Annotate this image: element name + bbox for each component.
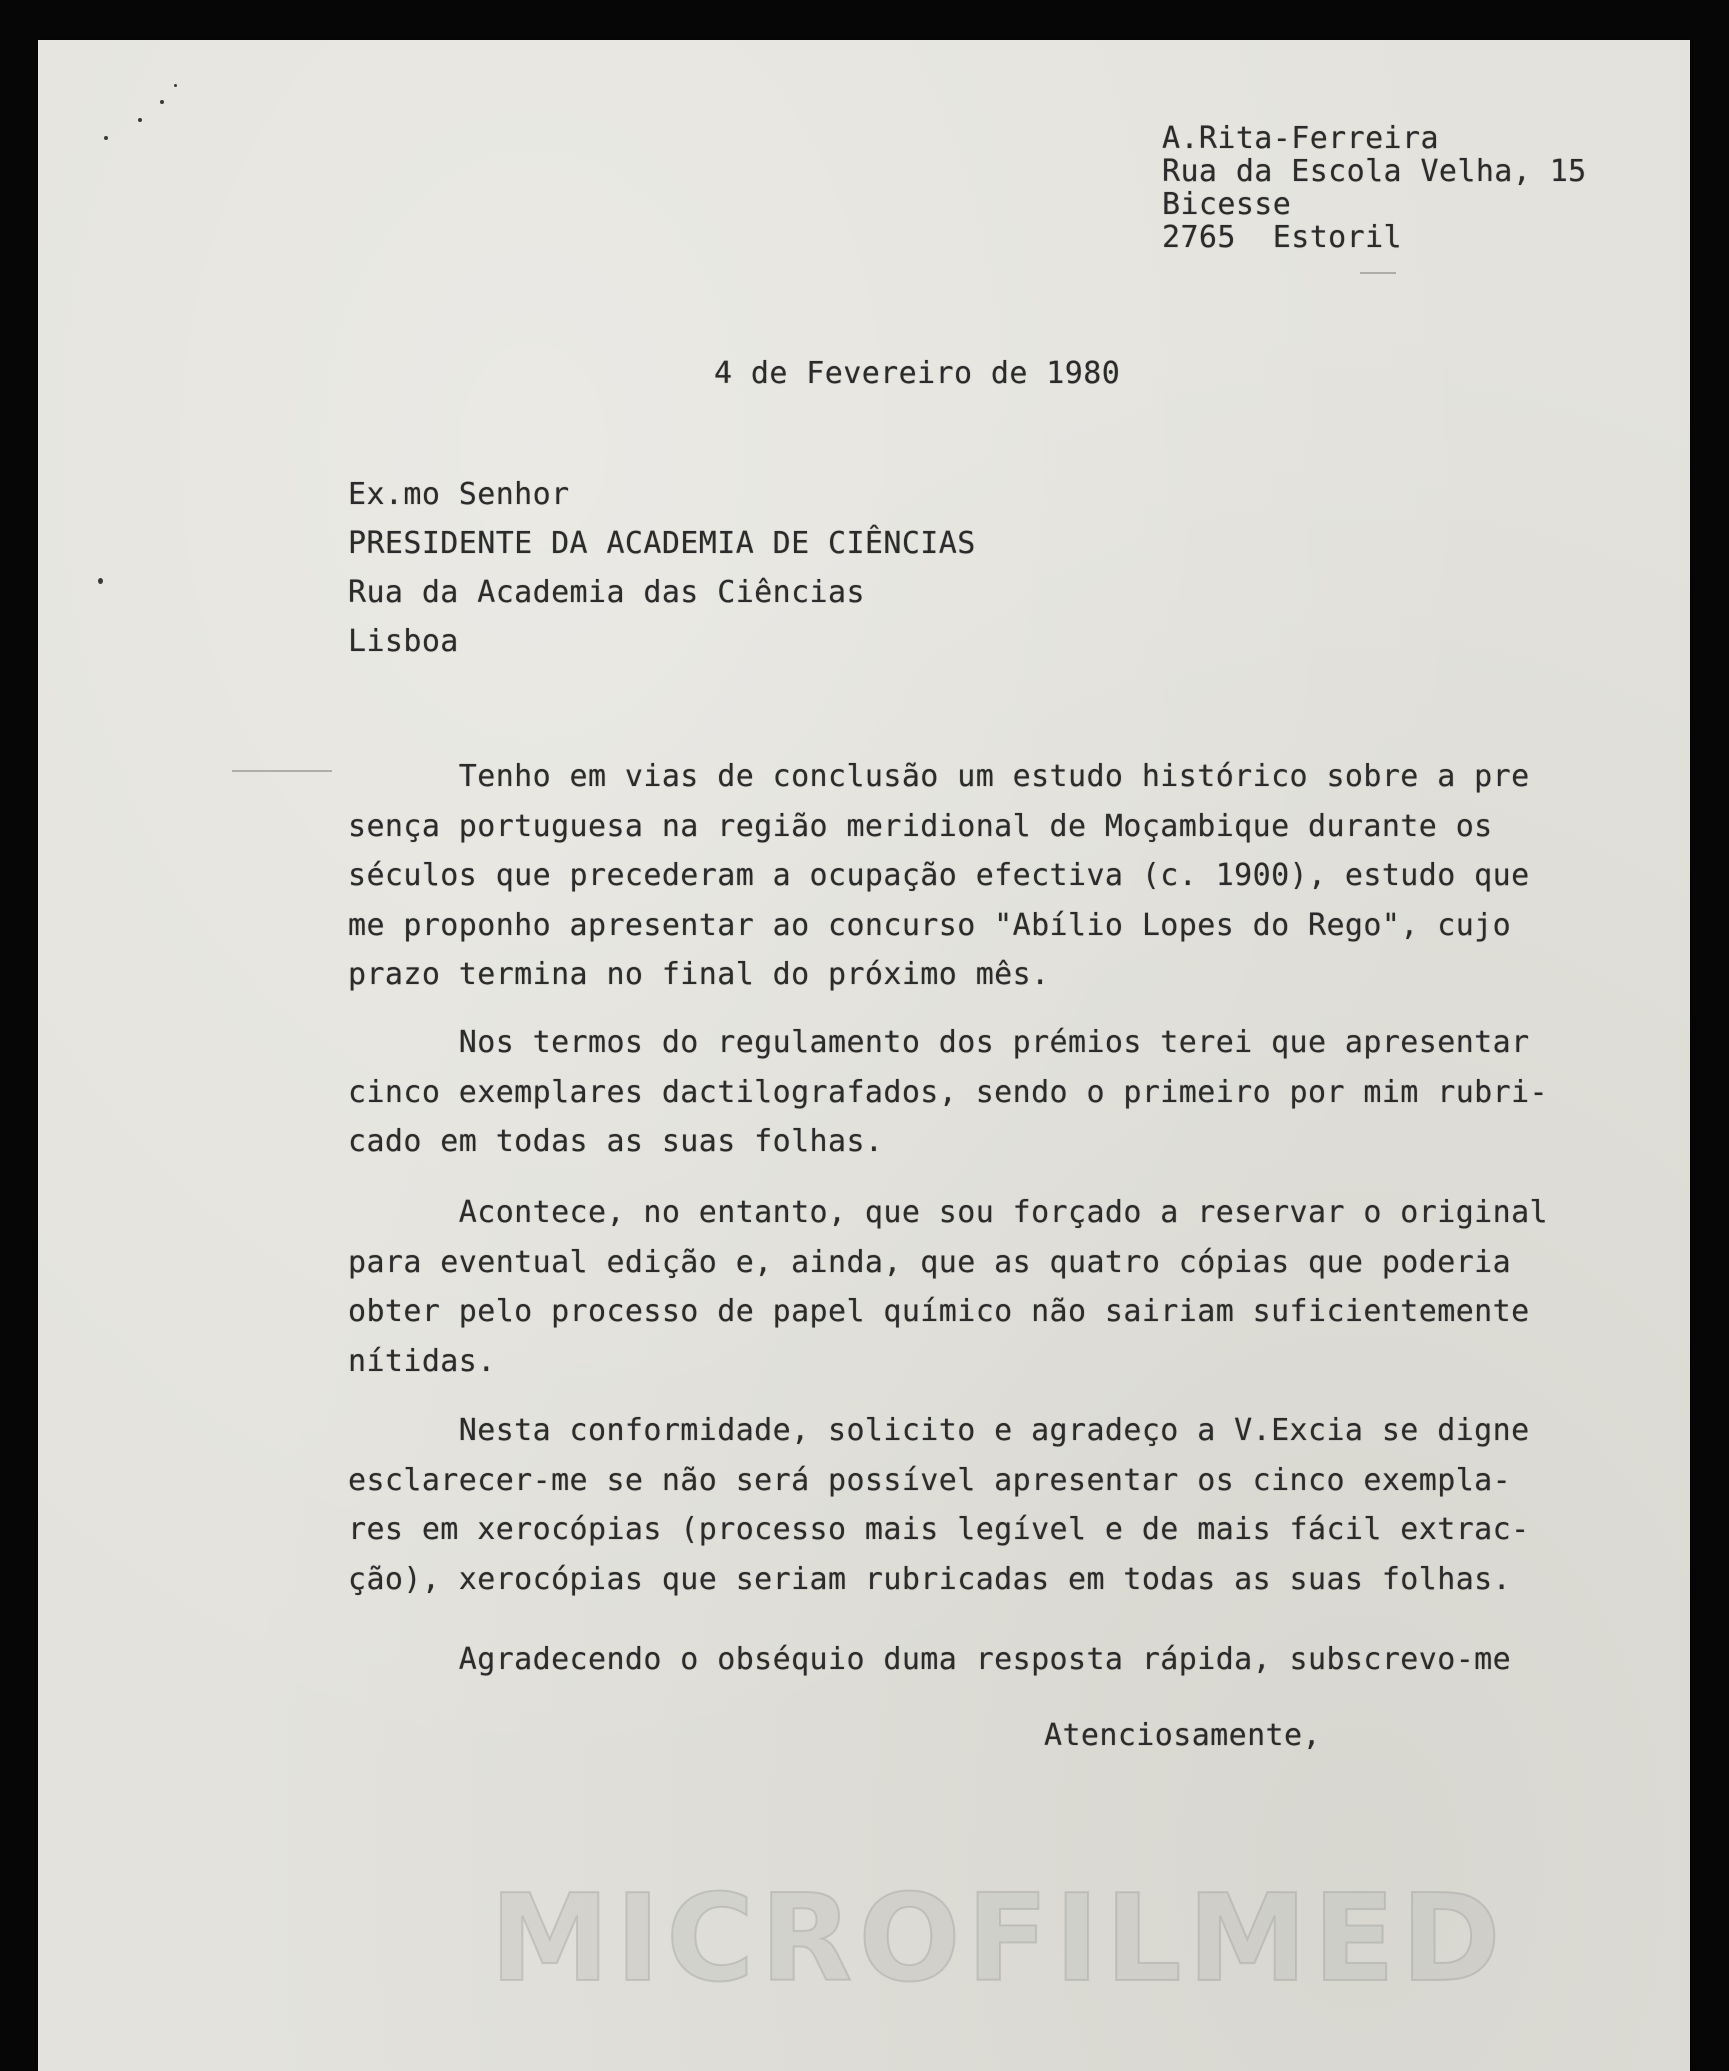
body-line: Agradecendo o obséquio duma resposta rápida, subscrevo-me [348,1642,1512,1677]
body-line: Nos termos do regulamento dos prémios terei que apresentar [348,1025,1530,1060]
letter-date: 4 de Fevereiro de 1980 [714,356,1121,391]
paper-mark [1360,272,1396,274]
body-line: me proponho apresentar ao concurso "Abílio Lopes do Rego", cujo [348,907,1512,943]
recipient-street: Rua da Academia das Ciências [348,575,865,610]
sender-street: Rua da Escola Velha, 15 [1162,154,1587,189]
body-line: res em xerocópias (processo mais legível e de mais fácil extrac- [348,1512,1530,1547]
body-line: obter pelo processo de papel químico não sairiam suficientemente [348,1294,1530,1329]
body-line: Nesta conformidade, solicito e agradeço a V.Excia se digne [348,1413,1530,1448]
body-line: prazo termina no final do próximo mês. [348,957,1050,992]
body-line: ção), xerocópias que seriam rubricadas em todas as suas folhas. [348,1561,1512,1597]
ink-speck [138,118,142,122]
body-line: nítidas. [348,1343,496,1379]
ink-speck [174,84,177,87]
body-line: esclarecer-me se não será possível apresentar os cinco exempla- [348,1462,1512,1498]
paper-mark [232,770,332,772]
body-paragraph-1 [348,752,1530,1000]
ink-speck [98,578,103,584]
microfilm-watermark: MICROFILMED [490,1870,1507,2009]
recipient-salutation: Ex.mo Senhor [348,477,570,512]
sender-locality: Bicesse [1162,187,1292,222]
recipient-city: Lisboa [348,624,459,659]
sender-postal-city: 2765 Estoril [1162,220,1402,255]
sender-address [1162,122,1587,254]
body-line: sença portuguesa na região meridional de Moçambique durante os [348,808,1493,844]
body-paragraph-4 [348,1406,1530,1604]
sender-name: A.Rita-Ferreira [1162,121,1439,156]
ink-speck [104,136,108,140]
ink-speck [160,100,164,104]
recipient-address [348,470,976,666]
body-paragraph-2 [348,1018,1548,1167]
body-line: Acontece, no entanto, que sou forçado a reservar o original [348,1195,1548,1230]
body-line: cado em todas as suas folhas. [348,1124,884,1159]
body-line: cinco exemplares dactilografados, sendo o primeiro por mim rubri- [348,1074,1548,1110]
closing-phrase: Atenciosamente, [1044,1718,1321,1753]
body-line: para eventual edição e, ainda, que as quatro cópias que poderia [348,1244,1512,1280]
body-line: séculos que precederam a ocupação efectiva (c. 1900), estudo que [348,858,1530,893]
body-paragraph-5 [348,1635,1511,1685]
body-paragraph-3 [348,1188,1548,1386]
body-line: Tenho em vias de conclusão um estudo histórico sobre a pre [348,759,1530,794]
recipient-title: PRESIDENTE DA ACADEMIA DE CIÊNCIAS [348,526,976,561]
